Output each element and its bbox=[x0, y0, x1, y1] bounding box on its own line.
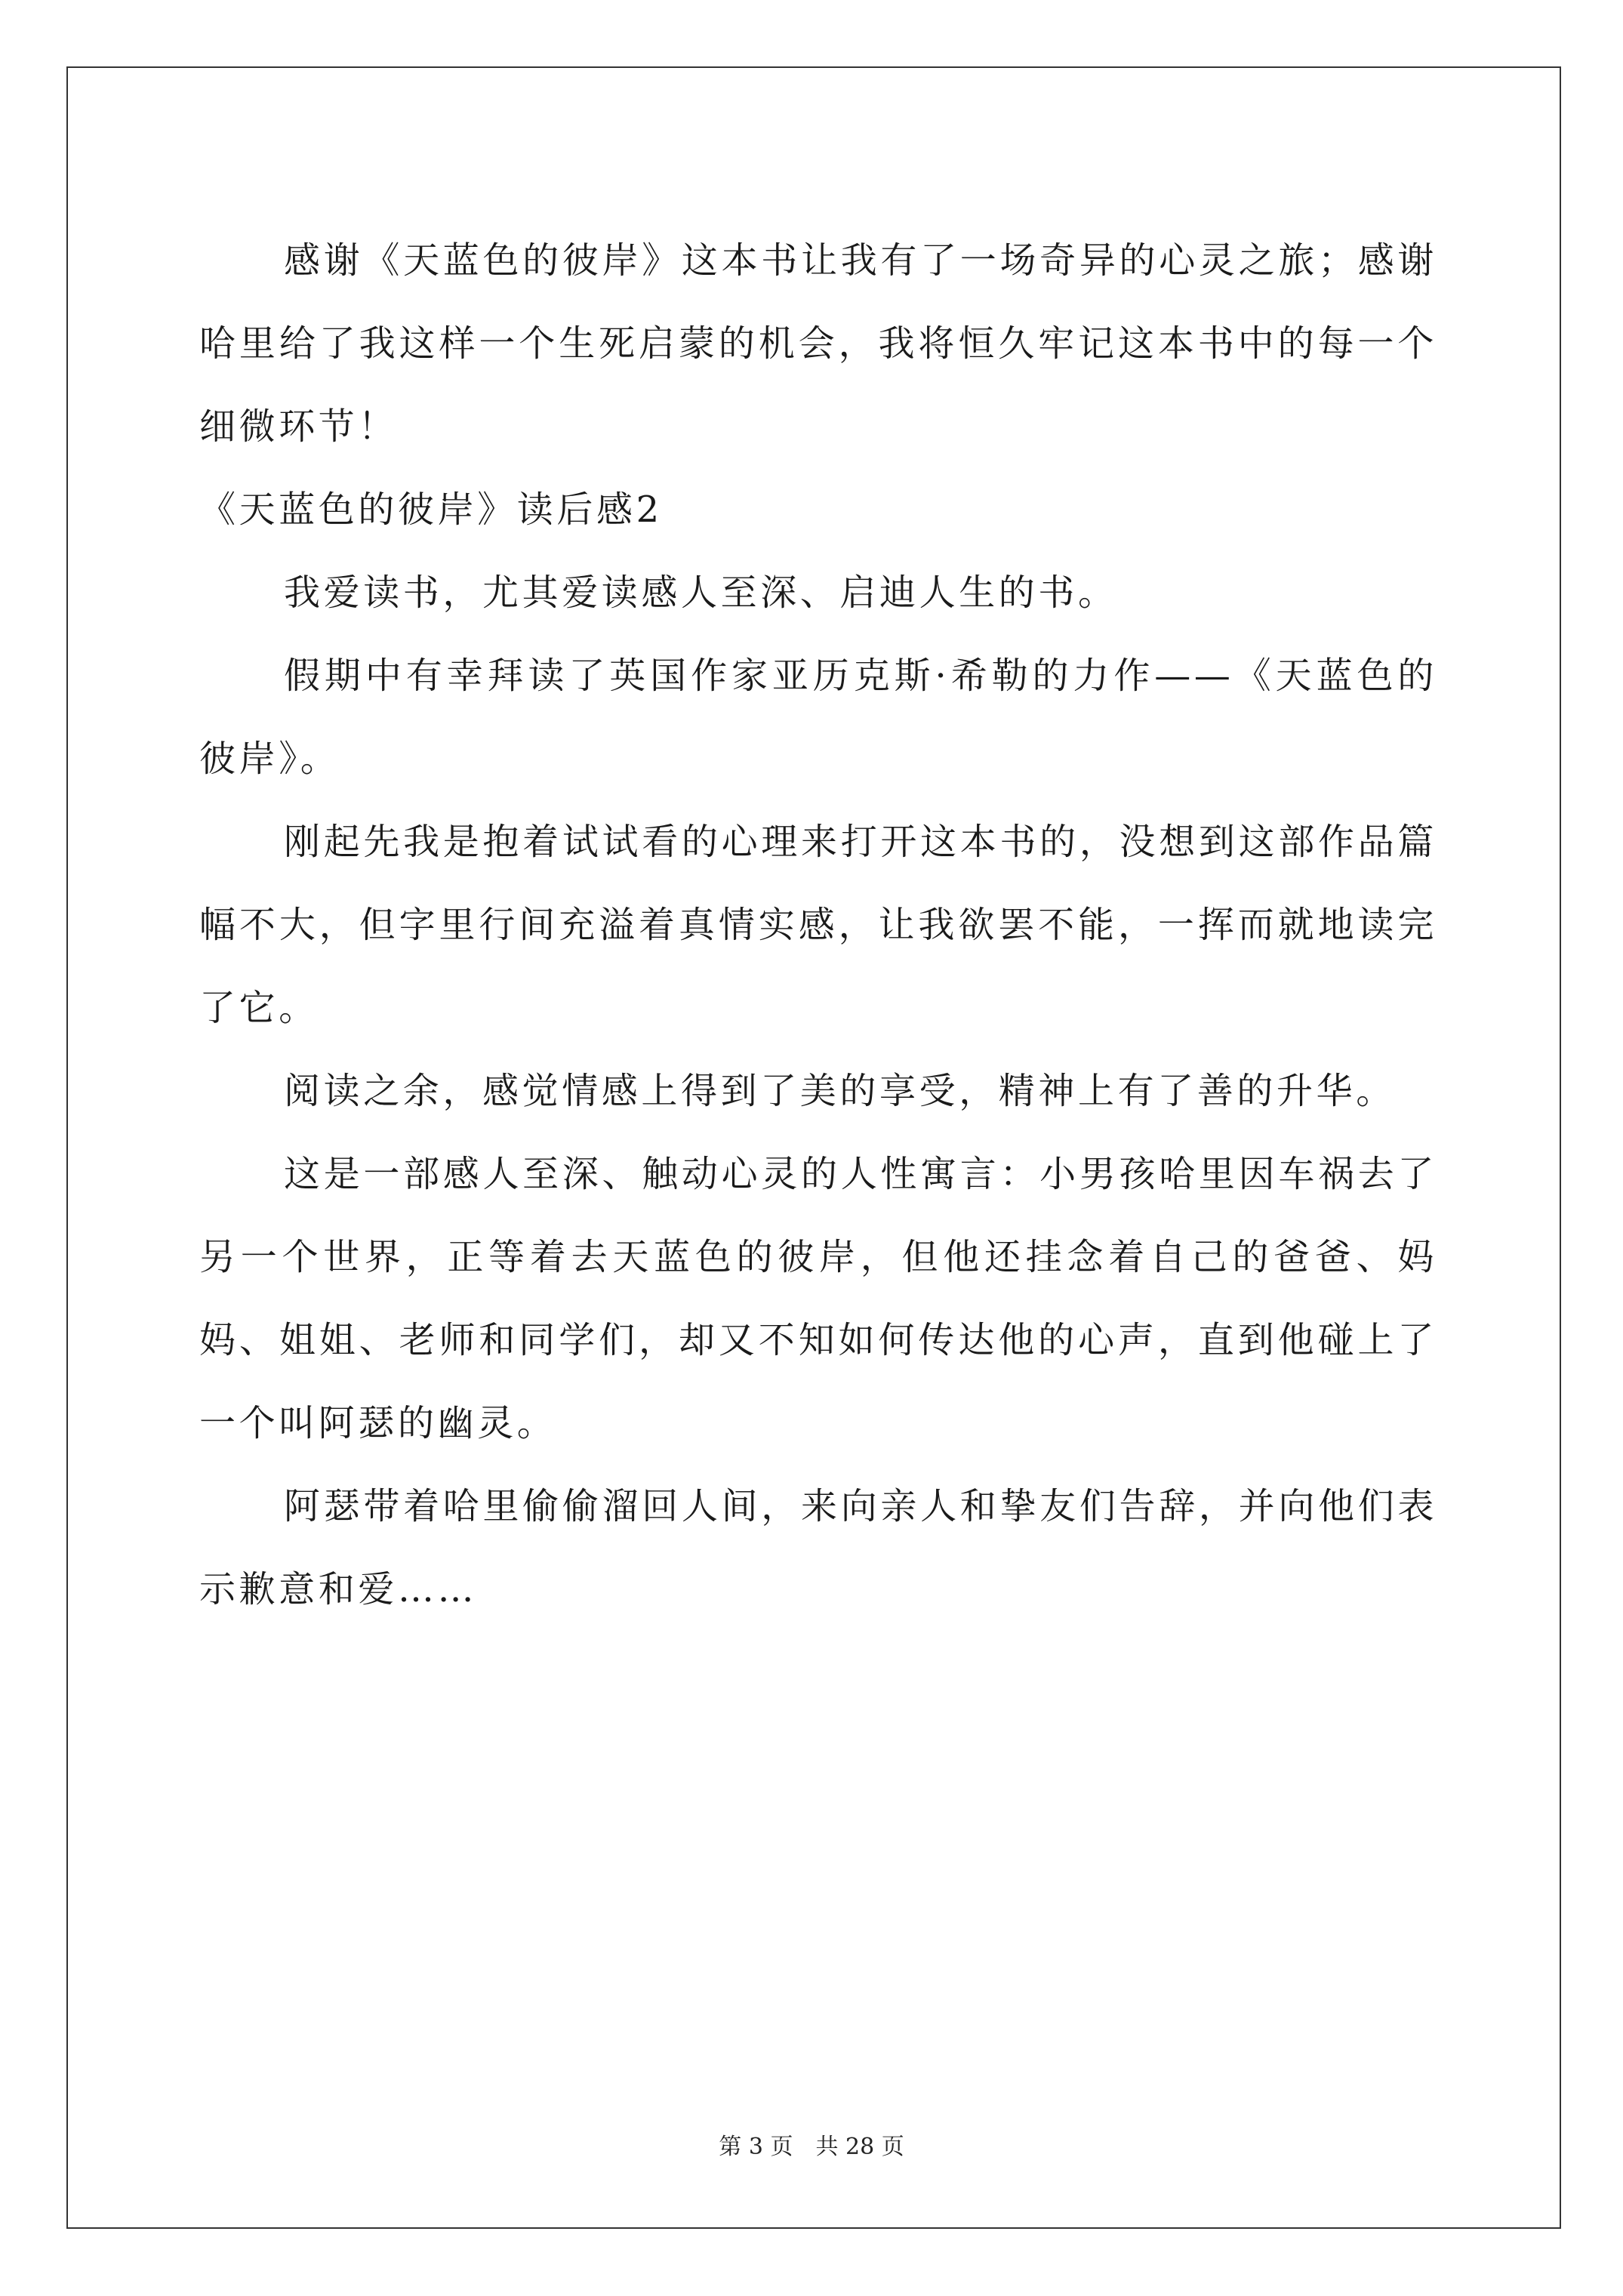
paragraph-story-summary: 这是一部感人至深、触动心灵的人性寓言：小男孩哈里因车祸去了另一个世界，正等着去天蓝色的彼岸，但他还挂念着自己的爸爸、妈妈、姐姐、老师和同学们，却又不知如何传达他的心声，直到他碰上了一个叫阿瑟的幽灵。 bbox=[199, 1153, 1437, 1444]
paragraph-love-reading: 我爱读书，尤其爱读感人至深、启迪人生的书。 bbox=[284, 572, 1118, 614]
paragraph-arthur: 阿瑟带着哈里偷偷溜回人间，来向亲人和挚友们告辞，并向他们表示歉意和爱…… bbox=[199, 1485, 1437, 1610]
paragraph-first-impression: 刚起先我是抱着试试看的心理来打开这本书的，没想到这部作品篇幅不大，但字里行间充溢着真情实感，让我欲罢不能，一挥而就地读完了它。 bbox=[199, 821, 1437, 1029]
page-number: 第 3 页 共 28 页 bbox=[719, 2134, 904, 2160]
document-body bbox=[199, 219, 1437, 1631]
paragraph-after-reading: 阅读之余，感觉情感上得到了美的享受，精神上有了善的升华。 bbox=[284, 1070, 1396, 1112]
paragraph-holiday-reading: 假期中有幸拜读了英国作家亚历克斯·希勒的力作——《天蓝色的彼岸》。 bbox=[199, 655, 1437, 780]
section-heading: 《天蓝色的彼岸》读后感2 bbox=[199, 488, 663, 531]
paragraph-gratitude: 感谢《天蓝色的彼岸》这本书让我有了一场奇异的心灵之旅；感谢哈里给了我这样一个生死启蒙的机会，我将恒久牢记这本书中的每一个细微环节！ bbox=[199, 239, 1437, 448]
